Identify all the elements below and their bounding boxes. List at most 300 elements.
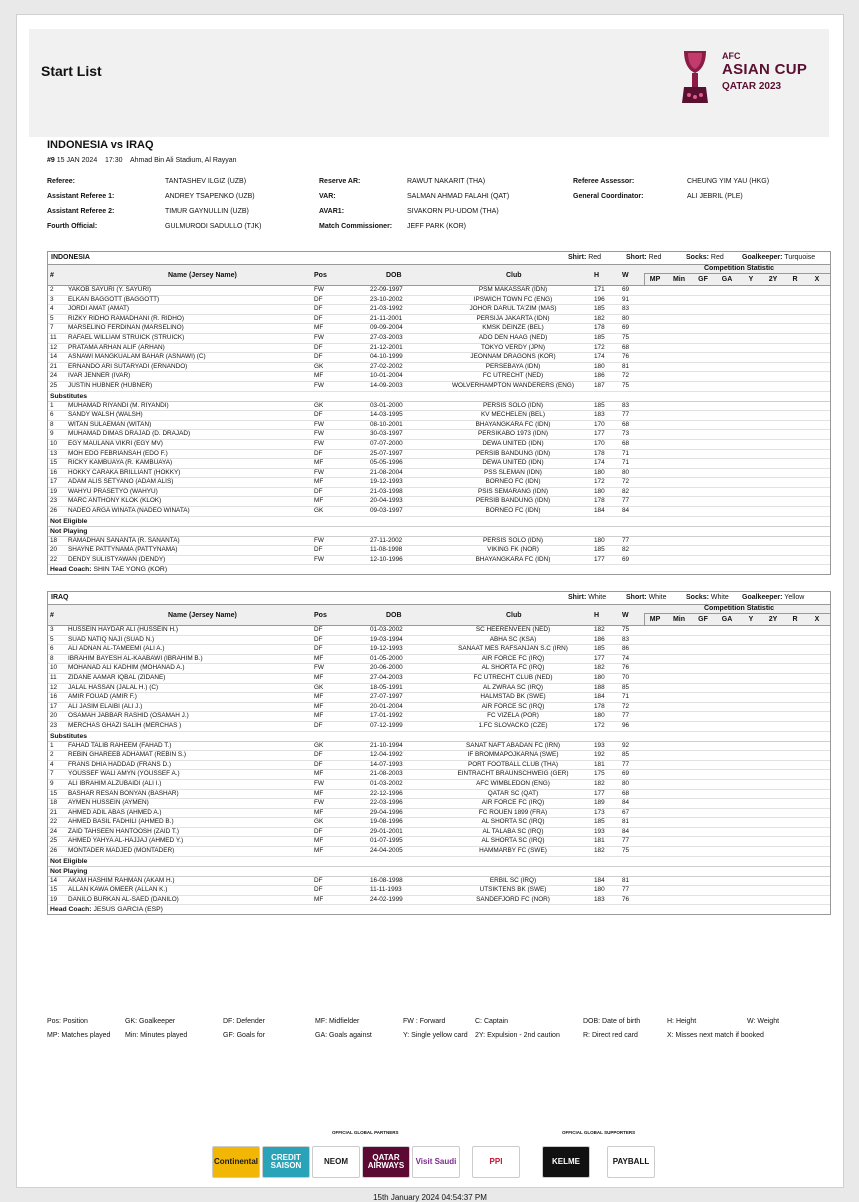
player-dob: 09-03-1997 — [370, 507, 403, 515]
player-weight: 80 — [622, 314, 630, 322]
player-height: 185 — [594, 546, 605, 554]
player-row — [48, 296, 830, 306]
player-club: UTSIKTENS BK (SWE) — [479, 886, 547, 894]
partner-logo: KELME — [542, 1146, 590, 1178]
player-club: SANDEFJORD FC (NOR) — [476, 895, 550, 903]
player-number: 5 — [50, 314, 54, 322]
player-name: ELKAN BAGGOTT (BAGGOTT) — [68, 295, 160, 303]
player-club: AL SHORTA FC (IRQ) — [481, 664, 545, 672]
player-position: MF — [314, 895, 324, 903]
player-number: 26 — [50, 507, 58, 515]
stat-column: R — [792, 616, 798, 623]
player-row — [48, 742, 830, 752]
player-weight: 68 — [622, 789, 630, 797]
player-weight: 69 — [622, 555, 630, 563]
player-dob: 22-03-1996 — [370, 799, 403, 807]
player-weight: 75 — [622, 626, 630, 633]
player-club: PERSEBAYA (IDN) — [485, 362, 541, 370]
player-weight: 82 — [622, 487, 630, 495]
player-row — [48, 286, 830, 296]
not-eligible-heading: Not Eligible — [48, 517, 830, 527]
kit-socks-label: Socks: — [686, 594, 709, 601]
player-row — [48, 886, 830, 896]
legend-item: Pos: Position — [47, 1018, 88, 1025]
column-header — [48, 265, 830, 286]
player-weight: 96 — [622, 721, 630, 729]
player-club: FC ROUEN 1899 (FRA) — [478, 808, 548, 816]
player-position: FW — [314, 536, 324, 544]
player-name: MOH EDO FEBRIANSAH (EDO F.) — [68, 449, 168, 457]
player-height: 180 — [594, 886, 605, 894]
start-list-sheet — [16, 14, 844, 1202]
page-title: Start List — [41, 63, 102, 79]
player-name: RIZKY RIDHO RAMADHANI (R. RIDHO) — [68, 314, 184, 322]
player-weight: 68 — [622, 439, 630, 447]
player-dob: 22-12-1996 — [370, 789, 403, 797]
player-position: MF — [314, 837, 324, 845]
player-weight: 75 — [622, 381, 630, 389]
partner-logo: Continental — [212, 1146, 260, 1178]
player-dob: 21-10-1994 — [370, 741, 403, 749]
player-height: 185 — [594, 333, 605, 341]
official-label: General Coordinator: — [573, 193, 644, 200]
player-row — [48, 537, 830, 547]
player-height: 185 — [594, 401, 605, 409]
stat-column: Min — [672, 616, 686, 623]
player-number: 23 — [50, 497, 58, 505]
player-row — [48, 315, 830, 325]
player-height: 175 — [594, 770, 605, 778]
competition-statistic-title: Competition Statistic — [703, 265, 774, 272]
legend-item: 2Y: Expulsion - 2nd caution — [475, 1032, 560, 1039]
col-club: Club — [506, 612, 522, 619]
player-name: AMIR FOUAD (AMIR F.) — [68, 693, 137, 701]
player-height: 180 — [594, 673, 605, 681]
player-name: IBRAHIM BAYESH AL-KAABAWI (IBRAHIM B.) — [68, 654, 203, 662]
legend — [47, 1018, 829, 1046]
player-weight: 77 — [622, 886, 630, 894]
player-dob: 21-08-2004 — [370, 468, 403, 476]
player-club: PERSIKABO 1973 (IDN) — [478, 430, 548, 438]
player-number: 7 — [50, 324, 54, 332]
player-club: AFC WIMBLEDON (ENG) — [476, 779, 550, 787]
player-height: 177 — [594, 430, 605, 438]
team-header — [48, 252, 830, 265]
player-dob: 21-12-2001 — [370, 343, 403, 351]
player-position: FW — [314, 381, 324, 389]
player-name: RAMADHAN SANANTA (R. SANANTA) — [68, 536, 180, 544]
official-value: RAWUT NAKARIT (THA) — [407, 178, 486, 185]
logo-qatar-text: QATAR 2023 — [722, 81, 782, 92]
player-row — [48, 440, 830, 450]
player-position: MF — [314, 808, 324, 816]
player-dob: 24-02-1999 — [370, 895, 403, 903]
col-position: Pos — [314, 612, 327, 619]
player-weight: 83 — [622, 635, 630, 643]
player-dob: 21-03-1998 — [370, 487, 403, 495]
kit-goalkeeper-label: Goalkeeper: — [742, 594, 783, 601]
player-position: MF — [314, 770, 324, 778]
player-number: 23 — [50, 721, 58, 729]
official-value: GULMURODI SADULLO (TJK) — [165, 223, 262, 230]
player-row — [48, 556, 830, 566]
player-number: 20 — [50, 712, 58, 720]
player-height: 186 — [594, 372, 605, 380]
kit-socks-value: White — [710, 594, 729, 601]
player-number: 15 — [50, 789, 58, 797]
player-club: SANAT NAFT ABADAN FC (IRN) — [465, 741, 561, 749]
player-number: 6 — [50, 645, 54, 653]
player-name: SUAD NATIQ NAJI (SUAD N.) — [68, 635, 155, 643]
player-row — [48, 818, 830, 828]
player-weight: 81 — [622, 818, 630, 826]
player-position: DF — [314, 305, 323, 313]
player-position: DF — [314, 886, 323, 894]
player-height: 173 — [594, 808, 605, 816]
official-value: SALMAN AHMAD FALAHI (QAT) — [407, 193, 510, 200]
player-position: GK — [314, 507, 324, 515]
player-club: ADO DEN HAAG (NED) — [478, 333, 548, 341]
player-name: SANDY WALSH (WALSH) — [68, 411, 143, 419]
player-number: 4 — [50, 305, 54, 313]
official-label: Referee: — [47, 178, 76, 185]
player-dob: 14-03-1995 — [370, 411, 403, 419]
player-position: DF — [314, 546, 323, 554]
player-dob: 11-11-1993 — [370, 886, 402, 894]
player-row — [48, 751, 830, 761]
player-name: RICKY KAMBUAYA (R. KAMBUAYA) — [68, 459, 173, 467]
player-position: MF — [314, 673, 324, 681]
player-height: 182 — [594, 779, 605, 787]
player-weight: 69 — [622, 770, 630, 778]
player-number: 25 — [50, 837, 58, 845]
player-club: KMSK DEINZE (BEL) — [482, 324, 544, 332]
player-row — [48, 770, 830, 780]
legend-item: GF: Goals for — [223, 1032, 266, 1039]
stat-column: GF — [698, 616, 708, 623]
stat-column: X — [814, 616, 820, 623]
player-number: 14 — [50, 876, 58, 884]
player-name: EGY MAULANA VIKRI (EGY MV) — [68, 439, 163, 447]
official-label: AVAR1: — [319, 208, 345, 215]
stat-column: Y — [748, 276, 754, 283]
competition-statistic-title: Competition Statistic — [703, 605, 774, 612]
player-name: ASNAWI MANGKUALAM BAHAR (ASNAWI) (C) — [68, 353, 206, 361]
player-row — [48, 334, 830, 344]
logo-cup-text: ASIAN CUP — [722, 61, 808, 78]
player-number: 9 — [50, 779, 54, 787]
player-number: 11 — [50, 673, 57, 681]
player-number: 12 — [50, 343, 58, 351]
player-number: 19 — [50, 895, 58, 903]
player-club: PORT FOOTBALL CLUB (THA) — [467, 760, 559, 768]
kit-goalkeeper-value: Turquoise — [784, 254, 816, 261]
player-number: 24 — [50, 372, 58, 380]
player-dob: 30-03-1997 — [370, 430, 403, 438]
player-weight: 77 — [622, 411, 630, 419]
player-height: 189 — [594, 799, 605, 807]
kit-socks — [686, 254, 724, 261]
player-position: MF — [314, 324, 324, 332]
legend-item: R: Direct red card — [583, 1032, 638, 1039]
player-number: 17 — [50, 702, 58, 710]
player-club: PERSIS SOLO (IDN) — [482, 536, 543, 544]
player-position: FW — [314, 430, 324, 438]
player-club: DEWA UNITED (IDN) — [482, 459, 544, 467]
player-name: ZIDANE AAMAR IQBAL (ZIDANE) — [68, 673, 166, 681]
player-number: 21 — [50, 808, 58, 816]
player-position: MF — [314, 459, 324, 467]
player-row — [48, 450, 830, 460]
legend-item: Min: Minutes played — [125, 1032, 188, 1039]
team-name: IRAQ — [51, 594, 69, 601]
player-number: 16 — [50, 693, 58, 701]
player-position: MF — [314, 497, 324, 505]
player-club: WOLVERHAMPTON WANDERERS (ENG) — [451, 381, 575, 389]
partner-logo: PAYBALL — [607, 1146, 655, 1178]
player-club: JEONNAM DRAGONS (KOR) — [470, 353, 556, 361]
player-dob: 27-02-2002 — [370, 362, 403, 370]
partner-logo: CREDIT SAISON — [262, 1146, 310, 1178]
player-position: GK — [314, 683, 324, 691]
stat-columns — [644, 613, 831, 626]
player-number: 1 — [50, 741, 54, 749]
player-dob: 19-12-1993 — [370, 478, 403, 486]
head-coach-label: Head Coach: — [50, 906, 92, 914]
player-row — [48, 655, 830, 665]
player-number: 8 — [50, 654, 54, 662]
player-name: YOUSSEF WALI AMYN (YOUSSEF A.) — [68, 770, 180, 778]
stat-column: MP — [649, 276, 661, 283]
player-name: ALLAN KAWA OMEER (ALLAN K.) — [68, 886, 168, 894]
match-number: #9 — [47, 157, 55, 164]
player-name: REBIN GHAREEB ADHAMAT (REBIN S.) — [68, 751, 187, 759]
legend-item: MF: Midfielder — [315, 1018, 360, 1025]
player-number: 6 — [50, 411, 54, 419]
player-club: BORNEO FC (IDN) — [485, 478, 541, 486]
player-number: 2 — [50, 286, 54, 293]
col-name: Name (Jersey Name) — [168, 612, 237, 619]
legend-item: MP: Matches played — [47, 1032, 111, 1039]
player-weight: 84 — [622, 827, 630, 835]
player-height: 174 — [594, 459, 605, 467]
player-number: 10 — [50, 664, 58, 672]
player-number: 19 — [50, 487, 58, 495]
player-club: PERSIS SOLO (IDN) — [482, 401, 543, 409]
player-number: 15 — [50, 886, 58, 894]
player-name: JALAL HASSAN (JALAL H.) (C) — [68, 683, 159, 691]
player-height: 180 — [594, 362, 605, 370]
player-club: BHAYANGKARA FC (IDN) — [475, 420, 551, 428]
kit-shirt — [568, 254, 601, 261]
partner-logo: QATAR AIRWAYS — [362, 1146, 410, 1178]
player-position: FW — [314, 468, 324, 476]
player-row — [48, 626, 830, 636]
official-value: ALI JEBRIL (PLE) — [687, 193, 743, 200]
official-value: TANTASHEV ILGIZ (UZB) — [165, 178, 247, 185]
kit-shirt-label: Shirt: — [568, 594, 587, 601]
player-number: 9 — [50, 430, 54, 438]
player-weight: 74 — [622, 654, 630, 662]
player-height: 181 — [594, 837, 605, 845]
stat-column: 2Y — [768, 616, 778, 623]
player-name: AKAM HASHIM RAHMAN (AKAM H.) — [68, 876, 175, 884]
stat-column: GA — [721, 276, 733, 283]
player-name: MOHANAD ALI KADHIM (MOHANAD A.) — [68, 664, 185, 672]
player-row — [48, 421, 830, 431]
not-playing-heading: Not Playing — [48, 867, 830, 877]
player-weight: 85 — [622, 751, 630, 759]
official-label: Assistant Referee 1: — [47, 193, 115, 200]
player-position: DF — [314, 721, 323, 729]
player-height: 181 — [594, 760, 605, 768]
match-time: 17:30 — [105, 157, 123, 164]
legend-item: Y: Single yellow card — [403, 1032, 468, 1039]
player-row — [48, 837, 830, 847]
player-club: QATAR SC (QAT) — [487, 789, 539, 797]
player-weight: 77 — [622, 760, 630, 768]
player-row — [48, 828, 830, 838]
substitutes-heading: Substitutes — [48, 732, 830, 742]
player-row — [48, 459, 830, 469]
player-number: 16 — [50, 468, 58, 476]
player-dob: 21-08-2003 — [370, 770, 403, 778]
player-weight: 82 — [622, 546, 630, 554]
col-position: Pos — [314, 272, 327, 279]
player-position: MF — [314, 702, 324, 710]
player-club: JOHOR DARUL TA'ZIM (MAS) — [469, 305, 557, 313]
player-weight: 71 — [622, 459, 630, 467]
legend-row — [47, 1018, 829, 1032]
player-dob: 27-03-2003 — [370, 333, 403, 341]
officials-row — [47, 178, 827, 193]
player-row — [48, 664, 830, 674]
player-height: 172 — [594, 478, 605, 486]
player-weight: 83 — [622, 401, 630, 409]
column-header — [48, 605, 830, 626]
player-dob: 19-03-1994 — [370, 635, 403, 643]
player-club: BORNEO FC (IDN) — [485, 507, 541, 515]
player-name: BASHAR RESAN BONYAN (BASHAR) — [68, 789, 179, 797]
player-name: IVAR JENNER (IVAR) — [68, 372, 131, 380]
player-number: 18 — [50, 536, 58, 544]
player-weight: 72 — [622, 372, 630, 380]
player-weight: 77 — [622, 837, 630, 845]
kit-goalkeeper — [742, 594, 804, 601]
officials-row — [47, 223, 827, 238]
player-name: YAKOB SAYURI (Y. SAYURI) — [68, 286, 151, 293]
player-height: 180 — [594, 468, 605, 476]
player-height: 177 — [594, 654, 605, 662]
player-dob: 01-03-2002 — [370, 626, 403, 633]
player-weight: 85 — [622, 683, 630, 691]
player-name: FAHAD TALIB RAHEEM (FAHAD T.) — [68, 741, 172, 749]
player-number: 26 — [50, 847, 58, 855]
player-dob: 07-12-1999 — [370, 721, 403, 729]
team-block-iraq — [47, 591, 831, 915]
player-position: MF — [314, 693, 324, 701]
player-club: IPSWICH TOWN FC (ENG) — [473, 295, 553, 303]
player-height: 183 — [594, 895, 605, 903]
player-row — [48, 497, 830, 507]
player-number: 11 — [50, 333, 57, 341]
kit-shirt-value: White — [588, 594, 607, 601]
player-dob: 03-01-2000 — [370, 401, 403, 409]
player-weight: 70 — [622, 673, 630, 681]
kit-shirt-label: Shirt: — [568, 254, 587, 261]
player-height: 180 — [594, 712, 605, 720]
player-number: 14 — [50, 353, 58, 361]
kit-socks — [686, 594, 729, 601]
player-position: DF — [314, 343, 323, 351]
player-position: MF — [314, 478, 324, 486]
official-label: Reserve AR: — [319, 178, 361, 185]
player-club: SC HEERENVEEN (NED) — [475, 626, 551, 633]
player-row — [48, 847, 830, 857]
player-name: MUHAMAD RIYANDI (M. RIYANDI) — [68, 401, 169, 409]
player-position: DF — [314, 295, 323, 303]
player-height: 180 — [594, 536, 605, 544]
player-weight: 76 — [622, 895, 630, 903]
player-height: 184 — [594, 876, 605, 884]
player-number: 8 — [50, 420, 54, 428]
col-height: H — [594, 272, 600, 279]
kit-goalkeeper-label: Goalkeeper: — [742, 254, 783, 261]
player-height: 170 — [594, 439, 605, 447]
player-row — [48, 353, 830, 363]
player-weight: 91 — [622, 295, 630, 303]
player-weight: 81 — [622, 362, 630, 370]
player-club: PSM MAKASSAR (IDN) — [478, 286, 548, 293]
player-row — [48, 411, 830, 421]
player-club: 1.FC SLOVACKO (CZE) — [478, 721, 548, 729]
player-dob: 16-08-1998 — [370, 876, 403, 884]
player-position: DF — [314, 314, 323, 322]
stat-column: R — [792, 276, 798, 283]
player-position: DF — [314, 449, 323, 457]
player-name: AHMED ADIL ABAS (AHMED A.) — [68, 808, 162, 816]
legend-item: H: Height — [667, 1018, 697, 1025]
player-club: ABHA SC (KSA) — [489, 635, 537, 643]
player-height: 174 — [594, 353, 605, 361]
player-club: FC UTRECHT (NED) — [482, 372, 544, 380]
col-dob: DOB — [386, 272, 402, 279]
player-height: 177 — [594, 555, 605, 563]
player-weight: 75 — [622, 847, 630, 855]
player-dob: 24-04-2005 — [370, 847, 403, 855]
team-header — [48, 592, 830, 605]
player-position: GK — [314, 818, 324, 826]
player-height: 172 — [594, 721, 605, 729]
player-club: AL ZWRAA SC (IRQ) — [482, 683, 544, 691]
officials-row — [47, 208, 827, 223]
player-name: SHAYNE PATTYNAMA (PATTYNAMA) — [68, 546, 178, 554]
stat-columns — [644, 273, 831, 286]
player-name: ALI IBRAHIM ALZUBAIDI (ALI I.) — [68, 779, 162, 787]
player-dob: 04-10-1999 — [370, 353, 403, 361]
player-club: VIKING FK (NOR) — [487, 546, 539, 554]
trophy-icon — [678, 47, 712, 105]
player-dob: 18-05-1991 — [370, 683, 403, 691]
player-row — [48, 761, 830, 771]
player-position: FW — [314, 439, 324, 447]
col-weight: W — [622, 272, 629, 279]
col-height: H — [594, 612, 600, 619]
player-weight: 76 — [622, 664, 630, 672]
player-weight: 71 — [622, 449, 630, 457]
officials-row — [47, 193, 827, 208]
official-value: JEFF PARK (KOR) — [407, 223, 466, 230]
